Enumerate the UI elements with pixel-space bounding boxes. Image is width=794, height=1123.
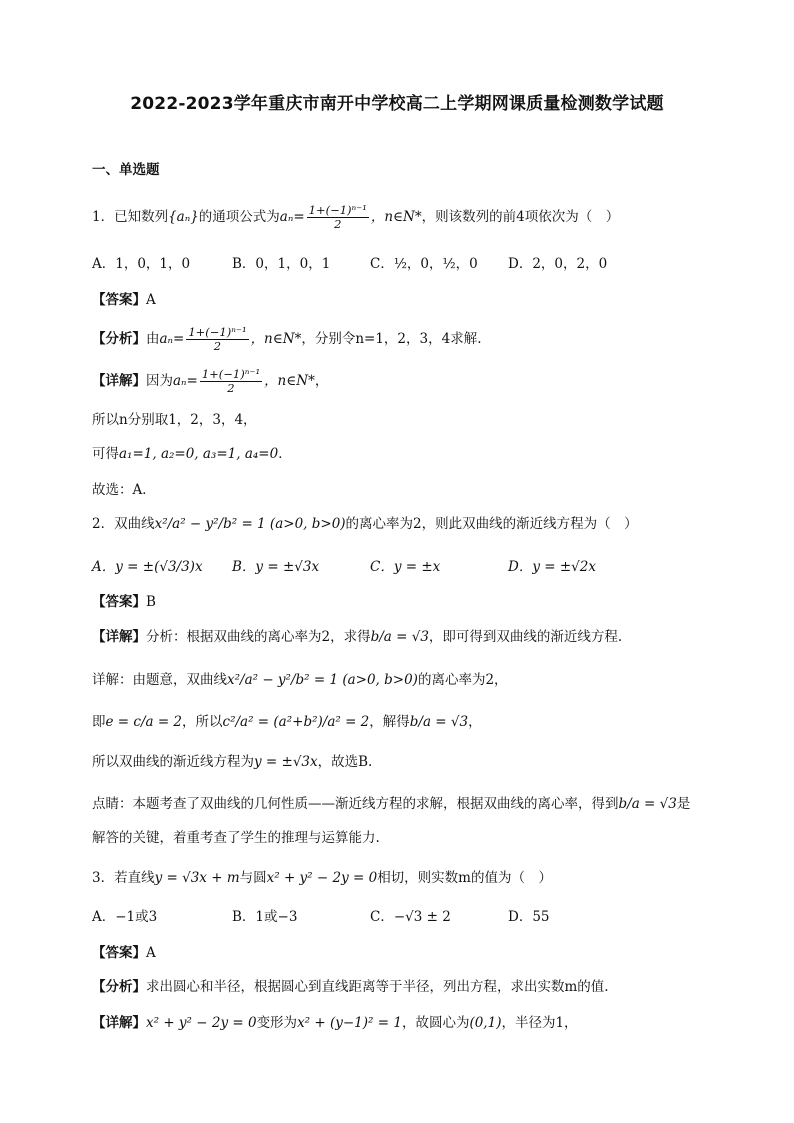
q1-detail: 【详解】因为aₙ= $\frac{\text{1+(−1)ⁿ⁻¹}}{2}$ ，n∈N*， [92,367,329,395]
q1-formula-fraction: $\frac{\text{1+(−1)ⁿ⁻¹}}{2}$ [308,203,367,231]
q1-analysis: 【分析】由aₙ= $\frac{\text{1+(−1)ⁿ⁻¹}}{2}$ ，n∈N*，分别令n=1，2，3，4求解. [92,325,482,353]
q2-detail-line3: 即e = c/a = 2，所以c²/a² = (a²+b²)/a² = 2，解得b/a = √3， [92,714,482,730]
q2-option-c: C．y = ±x [370,559,441,575]
q2-detail: 【详解】分析：根据双曲线的离心率为2，求得b/a = √3，即可得到双曲线的渐近线方程. [92,629,623,645]
q3-option-c: C．−√3 ± 2 [370,909,451,925]
q1-sequence: {aₙ} [168,209,199,225]
q2-option-d: D．y = ±√2x [508,559,596,575]
q3-analysis: 【分析】求出圆心和半径，根据圆心到直线距离等于半径，列出方程，求出实数m的值. [92,979,609,995]
q1-detail-line3: 可得a₁=1, a₂=0, a₃=1, a₄=0． [92,446,292,462]
q1-answer: 【答案】A [92,292,156,308]
q2-option-a: A．y = ±(√3/3)x [92,559,203,575]
q1-options [92,253,702,275]
q3-answer: 【答案】A [92,945,156,961]
q3-detail: 【详解】x² + y² − 2y = 0变形为x² + (y−1)² = 1，故圆心为(0,1)，半径为1， [92,1015,578,1031]
q2-detail-line2: 详解：由题意，双曲线x²/a² − y²/b² = 1 (a>0, b>0)的离心率为2， [92,672,508,688]
q1-option-d: D．2，0，2，0 [508,256,608,272]
q3-option-a: A．−1或3 [92,909,158,925]
q1-detail-line2: 所以n分别取1，2，3，4， [92,412,257,428]
q1-stem: 1．已知数列{aₙ}的通项公式为aₙ= $\frac{\text{1+(−1)ⁿ⁻¹}}{2}$ ，n∈N*，则该数列的前4项依次为（ ） [92,203,620,231]
page-title: 2022-2023学年重庆市南开中学校高二上学期网课质量检测数学试题 [130,94,664,114]
q3-option-b: B．1或−3 [232,909,298,925]
q1-option-b: B．0，1，0，1 [232,256,331,272]
q2-option-b: B．y = ±√3x [232,559,320,575]
q1-conclusion: 故选：A． [92,482,156,498]
section-heading: 一、单选题 [92,162,160,178]
q3-option-d: D．55 [508,909,550,925]
q2-answer: 【答案】B [92,594,156,610]
q1-option-c: C．½，0，½，0 [370,256,478,272]
q2-options [92,556,702,578]
q3-stem: 3．若直线y = √3x + m与圆x² + y² − 2y = 0相切，则实数m的值为（ ） [92,870,552,886]
q2-hyperbola: x²/a² − y²/b² = 1 (a>0, b>0) [154,516,346,532]
q2-stem: 2．双曲线x²/a² − y²/b² = 1 (a>0, b>0)的离心率为2，则此双曲线的渐近线方程为（ ） [92,516,638,532]
q2-detail-line4: 所以双曲线的渐近线方程为y = ±√3x，故选B. [92,754,373,770]
q2-note-line2: 解答的关键，着重考查了学生的推理与运算能力. [92,830,380,846]
q2-note: 点睛：本题考查了双曲线的几何性质——渐近线方程的求解，根据双曲线的离心率，得到b/a = √3是 [92,796,691,812]
q1-option-a: A．1，0，1，0 [92,256,191,272]
q3-options [92,906,702,928]
